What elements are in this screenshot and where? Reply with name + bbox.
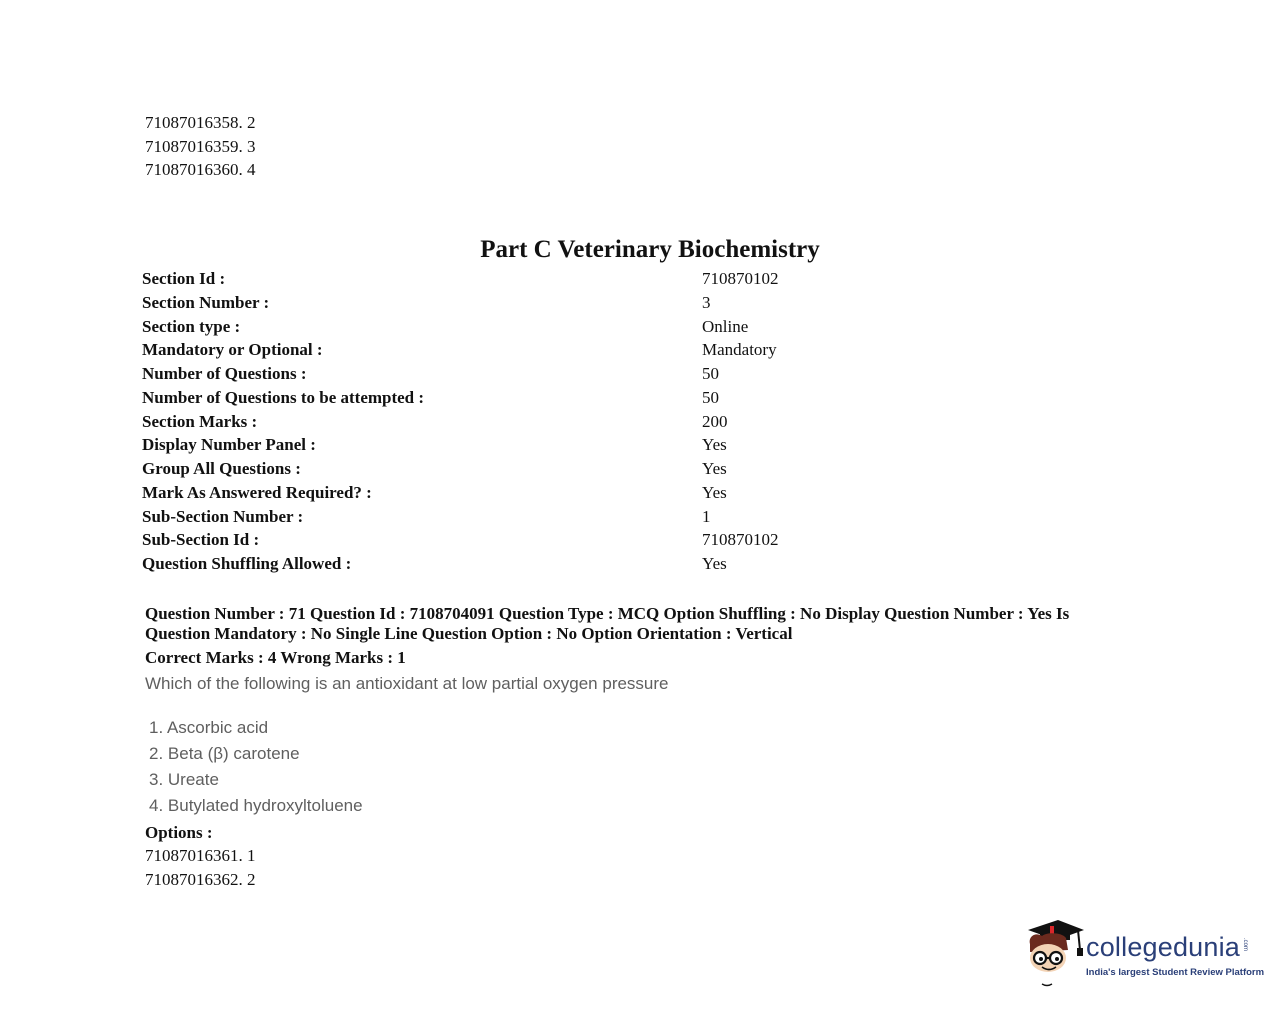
info-label: Section Marks :: [142, 411, 258, 431]
info-label: Sub-Section Number :: [142, 506, 304, 526]
info-value: 50: [702, 364, 719, 383]
question-meta: Question Number : 71 Question Id : 7108704091 Question Type : MCQ Option Shuffling : No Display Question Number : Yes Is Question Mandatory : No Single Line Question Option : No Option Orientation : Vertical: [145, 604, 1070, 643]
section-info-table: [142, 268, 842, 577]
question-text: Which of the following is an antioxidant at low partial oxygen pressure: [145, 674, 669, 693]
info-label: Section Id :: [142, 269, 226, 288]
logo-tagline: India's largest Student Review Platform: [1086, 967, 1265, 978]
info-label: Section Number :: [142, 292, 270, 312]
option-id-line: 71087016360. 4: [145, 160, 256, 180]
info-row: [142, 529, 842, 553]
info-value: 710870102: [702, 269, 779, 288]
info-row: [142, 506, 842, 530]
info-value: 3: [702, 292, 711, 312]
info-row: [142, 482, 842, 506]
info-label: Display Number Panel :: [142, 435, 316, 455]
info-row: [142, 316, 842, 340]
options-label: Options :: [145, 823, 213, 842]
answer-choice: 1. Ascorbic acid: [149, 718, 269, 737]
option-id-line: 71087016361. 1: [145, 846, 256, 865]
info-label: Mark As Answered Required? :: [142, 482, 372, 502]
info-row: [142, 268, 842, 292]
info-label: Mandatory or Optional :: [142, 340, 323, 360]
question-marks: Correct Marks : 4 Wrong Marks : 1: [145, 648, 406, 667]
info-row: [142, 363, 842, 387]
info-label: Section type :: [142, 316, 241, 336]
question-options: [145, 845, 256, 893]
option-id-line: 71087016359. 3: [145, 136, 256, 156]
info-row: [142, 292, 842, 316]
info-value: Yes: [702, 459, 727, 478]
info-row: [142, 387, 842, 411]
collegedunia-logo: [1022, 914, 1265, 992]
info-label: Sub-Section Id :: [142, 530, 260, 550]
info-label: Group All Questions :: [142, 459, 301, 478]
previous-question-options: [145, 112, 256, 183]
info-value: Online: [702, 316, 749, 336]
info-label: Question Shuffling Allowed :: [142, 554, 352, 573]
option-id-line: 71087016362. 2: [145, 870, 256, 889]
info-value: 1: [702, 506, 711, 526]
info-row: [142, 411, 842, 435]
answer-choice: 2. Beta (β) carotene: [149, 744, 300, 763]
answer-choice: 4. Butylated hydroxyltoluene: [149, 796, 363, 815]
info-row: [142, 553, 842, 577]
info-value: Yes: [702, 435, 727, 455]
info-value: 200: [702, 411, 728, 431]
info-value: Yes: [702, 554, 727, 573]
info-value: 710870102: [702, 530, 779, 550]
answer-choices: [149, 717, 363, 821]
logo-domain-suffix: .com: [1242, 938, 1248, 952]
section-title: Part C Veterinary Biochemistry: [480, 236, 820, 263]
info-row: [142, 434, 842, 458]
info-row: [142, 339, 842, 363]
logo-wordmark: collegedunia: [1086, 932, 1241, 962]
answer-choice: 3. Ureate: [149, 770, 219, 789]
info-row: [142, 458, 842, 482]
info-value: 50: [702, 387, 719, 407]
info-value: Yes: [702, 482, 727, 502]
option-id-line: 71087016358. 2: [145, 113, 256, 132]
graduate-mascot-icon: [1022, 914, 1086, 992]
info-label: Number of Questions :: [142, 364, 307, 383]
info-value: Mandatory: [702, 340, 777, 360]
info-label: Number of Questions to be attempted :: [142, 387, 425, 407]
